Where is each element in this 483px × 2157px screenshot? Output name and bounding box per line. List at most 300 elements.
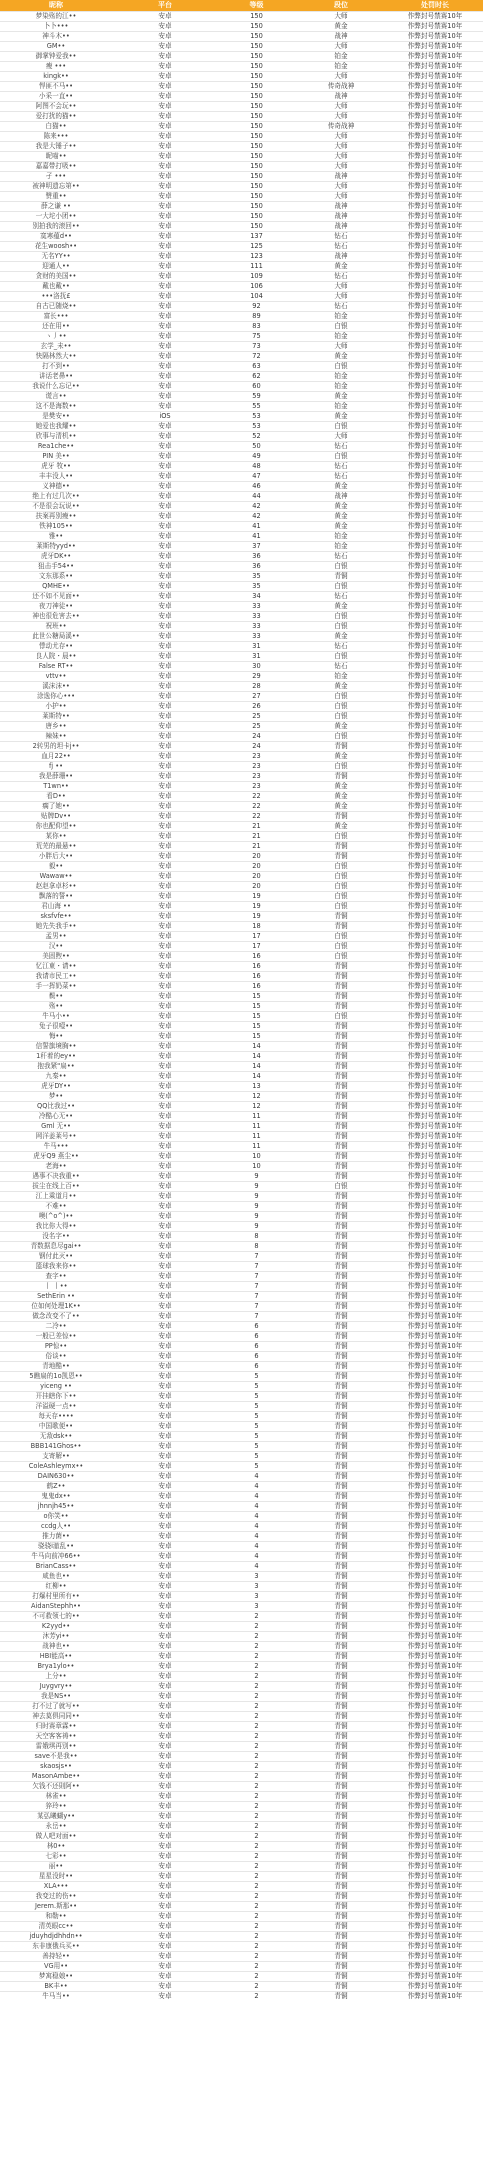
cell-level: 137 (218, 232, 295, 242)
cell-nickname: 1秆着的ey•• (0, 1052, 112, 1062)
cell-rank: 大师 (295, 292, 387, 302)
table-row (0, 362, 483, 372)
cell-nickname: 抱我紧"扁•• (0, 1062, 112, 1072)
cell-nickname: 青地酷•• (0, 1362, 112, 1372)
cell-platform: 安卓 (112, 692, 218, 702)
cell-platform: 安卓 (112, 1262, 218, 1272)
cell-level: 48 (218, 462, 295, 472)
cell-penalty: 作弊封号禁赛10年 (387, 1022, 483, 1032)
cell-rank: 青铜 (295, 1892, 387, 1902)
cell-platform: 安卓 (112, 1212, 218, 1222)
cell-penalty: 作弊封号禁赛10年 (387, 1272, 483, 1282)
cell-penalty: 作弊封号禁赛10年 (387, 1282, 483, 1292)
table-row (0, 82, 483, 92)
cell-penalty: 作弊封号禁赛10年 (387, 1222, 483, 1232)
cell-rank: 白银 (295, 652, 387, 662)
cell-rank: 钻石 (295, 302, 387, 312)
cell-nickname: 飘落的誓•• (0, 892, 112, 902)
cell-nickname: 九秦•• (0, 1072, 112, 1082)
cell-nickname: VG用•• (0, 1962, 112, 1972)
cell-level: 73 (218, 342, 295, 352)
cell-nickname: 善持轻•• (0, 1952, 112, 1962)
cell-nickname: 某你•• (0, 832, 112, 842)
table-row (0, 1642, 483, 1652)
cell-penalty: 作弊封号禁赛10年 (387, 1722, 483, 1732)
cell-platform: 安卓 (112, 652, 218, 662)
cell-level: 4 (218, 1542, 295, 1552)
cell-platform: 安卓 (112, 1012, 218, 1022)
cell-platform: 安卓 (112, 1422, 218, 1432)
cell-penalty: 作弊封号禁赛10年 (387, 1522, 483, 1532)
cell-nickname: PP惊•• (0, 1342, 112, 1352)
cell-nickname: 梦•• (0, 1092, 112, 1102)
table-row (0, 1042, 483, 1052)
cell-nickname: 开挂瞎你下•• (0, 1392, 112, 1402)
cell-penalty: 作弊封号禁赛10年 (387, 232, 483, 242)
cell-platform: 安卓 (112, 882, 218, 892)
cell-rank: 青铜 (295, 842, 387, 852)
cell-penalty: 作弊封号禁赛10年 (387, 1872, 483, 1882)
cell-platform: 安卓 (112, 1802, 218, 1812)
table-row (0, 1452, 483, 1462)
cell-level: 2 (218, 1642, 295, 1652)
cell-penalty: 作弊封号禁赛10年 (387, 1962, 483, 1972)
cell-penalty: 作弊封号禁赛10年 (387, 942, 483, 952)
cell-level: 17 (218, 942, 295, 952)
cell-nickname: T1wn•• (0, 782, 112, 792)
cell-platform: 安卓 (112, 1372, 218, 1382)
cell-penalty: 作弊封号禁赛10年 (387, 262, 483, 272)
table-row (0, 1192, 483, 1202)
cell-level: 7 (218, 1272, 295, 1282)
cell-rank: 青铜 (295, 1862, 387, 1872)
cell-platform: 安卓 (112, 722, 218, 732)
cell-nickname: 她爱也我耀•• (0, 422, 112, 432)
cell-rank: 黄金 (295, 722, 387, 732)
table-row (0, 172, 483, 182)
cell-penalty: 作弊封号禁赛10年 (387, 1732, 483, 1742)
table-row (0, 1142, 483, 1152)
cell-penalty: 作弊封号禁赛10年 (387, 502, 483, 512)
table-row (0, 1742, 483, 1752)
table-row (0, 562, 483, 572)
cell-level: 35 (218, 572, 295, 582)
cell-level: 2 (218, 1922, 295, 1932)
table-row (0, 872, 483, 882)
table-row (0, 1542, 483, 1552)
cell-rank: 青铜 (295, 1812, 387, 1822)
cell-rank: 青铜 (295, 1852, 387, 1862)
cell-penalty: 作弊封号禁赛10年 (387, 1512, 483, 1522)
cell-level: 150 (218, 212, 295, 222)
cell-platform: 安卓 (112, 1602, 218, 1612)
cell-nickname: 谎言•• (0, 392, 112, 402)
cell-rank: 青铜 (295, 972, 387, 982)
cell-level: 150 (218, 32, 295, 42)
cell-rank: 青铜 (295, 1532, 387, 1542)
table-row (0, 102, 483, 112)
cell-rank: 青铜 (295, 1312, 387, 1322)
cell-penalty: 作弊封号禁赛10年 (387, 1752, 483, 1762)
cell-nickname: 鹤Z•• (0, 1482, 112, 1492)
cell-platform: 安卓 (112, 942, 218, 952)
cell-level: 31 (218, 652, 295, 662)
cell-rank: 青铜 (295, 1632, 387, 1642)
cell-level: 106 (218, 282, 295, 292)
cell-nickname: BrianCass•• (0, 1562, 112, 1572)
cell-rank: 钻石 (295, 662, 387, 672)
table-row (0, 1662, 483, 1672)
cell-penalty: 作弊封号禁赛10年 (387, 1332, 483, 1342)
table-row (0, 422, 483, 432)
table-row (0, 1872, 483, 1882)
cell-nickname: 莱斯特•• (0, 712, 112, 722)
cell-penalty: 作弊封号禁赛10年 (387, 462, 483, 472)
cell-level: 6 (218, 1352, 295, 1362)
table-row (0, 1012, 483, 1022)
cell-level: 42 (218, 502, 295, 512)
cell-platform: 安卓 (112, 1742, 218, 1752)
cell-level: 6 (218, 1332, 295, 1342)
cell-nickname: jhnnjh45•• (0, 1502, 112, 1512)
cell-platform: 安卓 (112, 1042, 218, 1052)
cell-nickname: 我是大锤子•• (0, 142, 112, 152)
cell-nickname: 梦染殇的江•• (0, 12, 112, 22)
cell-level: 7 (218, 1252, 295, 1262)
cell-platform: 安卓 (112, 172, 218, 182)
cell-rank: 白银 (295, 882, 387, 892)
cell-level: 150 (218, 142, 295, 152)
cell-level: 22 (218, 812, 295, 822)
table-row (0, 1812, 483, 1822)
cell-penalty: 作弊封号禁赛10年 (387, 962, 483, 972)
cell-level: 150 (218, 92, 295, 102)
table-row (0, 72, 483, 82)
cell-penalty: 作弊封号禁赛10年 (387, 662, 483, 672)
cell-nickname: 骁骁i澈乱•• (0, 1542, 112, 1552)
table-row (0, 192, 483, 202)
cell-nickname: ColeAshleymx•• (0, 1462, 112, 1472)
cell-penalty: 作弊封号禁赛10年 (387, 1982, 483, 1992)
cell-rank: 大师 (295, 152, 387, 162)
cell-nickname: 迎通人•• (0, 262, 112, 272)
cell-rank: 青铜 (295, 1492, 387, 1502)
cell-nickname: 毅•• (0, 862, 112, 872)
cell-penalty: 作弊封号禁赛10年 (387, 892, 483, 902)
cell-level: 5 (218, 1372, 295, 1382)
cell-nickname: 不可救领七的•• (0, 1612, 112, 1622)
table-row (0, 1722, 483, 1732)
cell-level: 2 (218, 1682, 295, 1692)
cell-penalty: 作弊封号禁赛10年 (387, 1532, 483, 1542)
cell-level: 26 (218, 702, 295, 712)
cell-platform: 安卓 (112, 982, 218, 992)
cell-nickname: 良人院・晨•• (0, 652, 112, 662)
cell-level: 2 (218, 1912, 295, 1922)
cell-penalty: 作弊封号禁赛10年 (387, 1032, 483, 1042)
cell-level: 22 (218, 792, 295, 802)
cell-penalty: 作弊封号禁赛10年 (387, 1492, 483, 1502)
cell-nickname: 小护•• (0, 702, 112, 712)
cell-level: 9 (218, 1182, 295, 1192)
cell-nickname: 沐芳yi•• (0, 1632, 112, 1642)
cell-level: 36 (218, 552, 295, 562)
cell-rank: 黄金 (295, 632, 387, 642)
cell-rank: 黄金 (295, 352, 387, 362)
cell-platform: 安卓 (112, 1332, 218, 1342)
cell-rank: 铂金 (295, 382, 387, 392)
cell-platform: 安卓 (112, 1922, 218, 1932)
cell-penalty: 作弊封号禁赛10年 (387, 1172, 483, 1182)
cell-level: 53 (218, 422, 295, 432)
cell-platform: 安卓 (112, 582, 218, 592)
cell-nickname: 二冷•• (0, 1322, 112, 1332)
cell-level: 2 (218, 1932, 295, 1942)
cell-penalty: 作弊封号禁赛10年 (387, 882, 483, 892)
cell-rank: 青铜 (295, 1452, 387, 1462)
cell-nickname: 牛马••• (0, 1142, 112, 1152)
cell-nickname: 唐乡•• (0, 722, 112, 732)
cell-penalty: 作弊封号禁赛10年 (387, 222, 483, 232)
cell-penalty: 作弊封号禁赛10年 (387, 682, 483, 692)
cell-penalty: 作弊封号禁赛10年 (387, 1742, 483, 1752)
cell-platform: 安卓 (112, 402, 218, 412)
cell-level: 2 (218, 1792, 295, 1802)
cell-platform: 安卓 (112, 1932, 218, 1942)
cell-rank: 白银 (295, 862, 387, 872)
cell-rank: 青铜 (295, 982, 387, 992)
cell-nickname: skaosjs•• (0, 1762, 112, 1772)
header-rank: 段位 (295, 0, 387, 12)
cell-nickname: 瘦 ••• (0, 62, 112, 72)
cell-nickname: 是樊安•• (0, 412, 112, 422)
cell-rank: 青铜 (295, 1902, 387, 1912)
cell-nickname: 丰丰没人•• (0, 472, 112, 482)
cell-platform: 安卓 (112, 1972, 218, 1982)
cell-nickname: fj •• (0, 762, 112, 772)
cell-penalty: 作弊封号禁赛10年 (387, 542, 483, 552)
table-row (0, 62, 483, 72)
table-row (0, 1492, 483, 1502)
cell-penalty: 作弊封号禁赛10年 (387, 1792, 483, 1802)
cell-rank: 青铜 (295, 1792, 387, 1802)
cell-rank: 青铜 (295, 1872, 387, 1882)
cell-platform: 安卓 (112, 1542, 218, 1552)
cell-rank: 青铜 (295, 1762, 387, 1772)
cell-nickname: 天空客客祷•• (0, 1732, 112, 1742)
table-row (0, 202, 483, 212)
cell-platform: 安卓 (112, 1072, 218, 1082)
table-row (0, 1752, 483, 1762)
cell-platform: 安卓 (112, 1452, 218, 1462)
cell-rank: 青铜 (295, 1982, 387, 1992)
table-row (0, 802, 483, 812)
cell-penalty: 作弊封号禁赛10年 (387, 592, 483, 602)
cell-penalty: 作弊封号禁赛10年 (387, 452, 483, 462)
cell-nickname: 玄学_未•• (0, 342, 112, 352)
cell-rank: 青铜 (295, 1772, 387, 1782)
cell-platform: 安卓 (112, 672, 218, 682)
cell-level: 22 (218, 802, 295, 812)
table-row (0, 1112, 483, 1122)
cell-penalty: 作弊封号禁赛10年 (387, 1902, 483, 1912)
table-row (0, 1912, 483, 1922)
cell-penalty: 作弊封号禁赛10年 (387, 1112, 483, 1122)
cell-platform: 安卓 (112, 252, 218, 262)
cell-nickname: 薛之谦 •• (0, 202, 112, 212)
table-row (0, 1022, 483, 1032)
cell-rank: 战神 (295, 492, 387, 502)
cell-rank: 铂金 (295, 52, 387, 62)
cell-penalty: 作弊封号禁赛10年 (387, 972, 483, 982)
cell-penalty: 作弊封号禁赛10年 (387, 172, 483, 182)
cell-rank: 青铜 (295, 1222, 387, 1232)
cell-rank: 白银 (295, 692, 387, 702)
cell-nickname: 贴牌Dv•• (0, 812, 112, 822)
cell-platform: 安卓 (112, 452, 218, 462)
cell-rank: 青铜 (295, 1362, 387, 1372)
cell-penalty: 作弊封号禁赛10年 (387, 1672, 483, 1682)
cell-nickname: 花生woosh•• (0, 242, 112, 252)
cell-rank: 铂金 (295, 402, 387, 412)
cell-nickname: 戴也戴•• (0, 282, 112, 292)
cell-rank: 青铜 (295, 1002, 387, 1012)
cell-platform: 安卓 (112, 1182, 218, 1192)
table-row (0, 1232, 483, 1242)
cell-level: 4 (218, 1532, 295, 1542)
cell-platform: 安卓 (112, 312, 218, 322)
cell-penalty: 作弊封号禁赛10年 (387, 1952, 483, 1962)
table-row (0, 892, 483, 902)
cell-platform: 安卓 (112, 152, 218, 162)
table-row (0, 1432, 483, 1442)
cell-nickname: 丨 丨•• (0, 1282, 112, 1292)
cell-rank: 白银 (295, 872, 387, 882)
cell-level: 2 (218, 1812, 295, 1822)
cell-platform: 安卓 (112, 52, 218, 62)
cell-penalty: 作弊封号禁赛10年 (387, 162, 483, 172)
cell-rank: 青铜 (295, 1752, 387, 1762)
table-row (0, 792, 483, 802)
cell-platform: 安卓 (112, 222, 218, 232)
cell-rank: 战神 (295, 92, 387, 102)
cell-rank: 黄金 (295, 502, 387, 512)
table-row (0, 542, 483, 552)
cell-penalty: 作弊封号禁赛10年 (387, 1132, 483, 1142)
cell-penalty: 作弊封号禁赛10年 (387, 1362, 483, 1372)
cell-level: 2 (218, 1842, 295, 1852)
cell-penalty: 作弊封号禁赛10年 (387, 982, 483, 992)
cell-rank: 青铜 (295, 1302, 387, 1312)
table-row (0, 522, 483, 532)
cell-rank: 青铜 (295, 1152, 387, 1162)
cell-level: 23 (218, 752, 295, 762)
cell-platform: 安卓 (112, 852, 218, 862)
table-row (0, 912, 483, 922)
cell-nickname: 2转男的坦卡j•• (0, 742, 112, 752)
cell-rank: 青铜 (295, 1432, 387, 1442)
cell-penalty: 作弊封号禁赛10年 (387, 1922, 483, 1932)
cell-level: 4 (218, 1562, 295, 1572)
cell-level: 2 (218, 1872, 295, 1882)
cell-level: 19 (218, 892, 295, 902)
cell-penalty: 作弊封号禁赛10年 (387, 822, 483, 832)
cell-rank: 黄金 (295, 752, 387, 762)
cell-platform: 安卓 (112, 842, 218, 852)
cell-rank: 黄金 (295, 602, 387, 612)
cell-penalty: 作弊封号禁赛10年 (387, 1802, 483, 1812)
cell-penalty: 作弊封号禁赛10年 (387, 22, 483, 32)
cell-level: 2 (218, 1622, 295, 1632)
cell-nickname: 推力菌•• (0, 1532, 112, 1542)
table-row (0, 1272, 483, 1282)
table-row (0, 1672, 483, 1682)
cell-nickname: 战神也•• (0, 1642, 112, 1652)
cell-penalty: 作弊封号禁赛10年 (387, 1292, 483, 1302)
cell-rank: 青铜 (295, 1202, 387, 1212)
cell-platform: 安卓 (112, 1722, 218, 1732)
cell-penalty: 作弊封号禁赛10年 (387, 1202, 483, 1212)
table-row (0, 1962, 483, 1972)
cell-rank: 战神 (295, 212, 387, 222)
cell-platform: 安卓 (112, 1352, 218, 1362)
cell-level: 16 (218, 952, 295, 962)
cell-nickname: 手一挥奶菜•• (0, 982, 112, 992)
cell-nickname: 她先失我手•• (0, 922, 112, 932)
cell-nickname: 冷酷心无•• (0, 1112, 112, 1122)
cell-level: 62 (218, 372, 295, 382)
cell-rank: 大师 (295, 112, 387, 122)
cell-platform: 安卓 (112, 1912, 218, 1922)
cell-level: 60 (218, 382, 295, 392)
cell-rank: 青铜 (295, 1422, 387, 1432)
cell-level: 11 (218, 1122, 295, 1132)
table-row (0, 1392, 483, 1402)
cell-platform: 安卓 (112, 72, 218, 82)
cell-penalty: 作弊封号禁赛10年 (387, 1472, 483, 1482)
cell-penalty: 作弊封号禁赛10年 (387, 1322, 483, 1332)
cell-platform: 安卓 (112, 1702, 218, 1712)
table-row (0, 1172, 483, 1182)
cell-platform: 安卓 (112, 1492, 218, 1502)
cell-rank: 黄金 (295, 682, 387, 692)
cell-rank: 青铜 (295, 1442, 387, 1452)
cell-platform: 安卓 (112, 772, 218, 782)
cell-level: 19 (218, 902, 295, 912)
cell-platform: 安卓 (112, 292, 218, 302)
cell-level: 150 (218, 62, 295, 72)
cell-level: 5 (218, 1382, 295, 1392)
cell-penalty: 作弊封号禁赛10年 (387, 722, 483, 732)
cell-nickname: MasonAmbe•• (0, 1772, 112, 1782)
cell-rank: 战神 (295, 202, 387, 212)
cell-rank: 青铜 (295, 1252, 387, 1262)
table-row (0, 1802, 483, 1812)
table-row (0, 1322, 483, 1332)
cell-level: 5 (218, 1462, 295, 1472)
cell-rank: 铂金 (295, 332, 387, 342)
cell-penalty: 作弊封号禁赛10年 (387, 1422, 483, 1432)
cell-level: 46 (218, 482, 295, 492)
cell-penalty: 作弊封号禁赛10年 (387, 1702, 483, 1712)
cell-rank: 青铜 (295, 1462, 387, 1472)
cell-platform: 安卓 (112, 1942, 218, 1952)
cell-penalty: 作弊封号禁赛10年 (387, 322, 483, 332)
cell-rank: 钻石 (295, 592, 387, 602)
cell-level: 33 (218, 632, 295, 642)
cell-level: 2 (218, 1802, 295, 1812)
cell-rank: 青铜 (295, 962, 387, 972)
